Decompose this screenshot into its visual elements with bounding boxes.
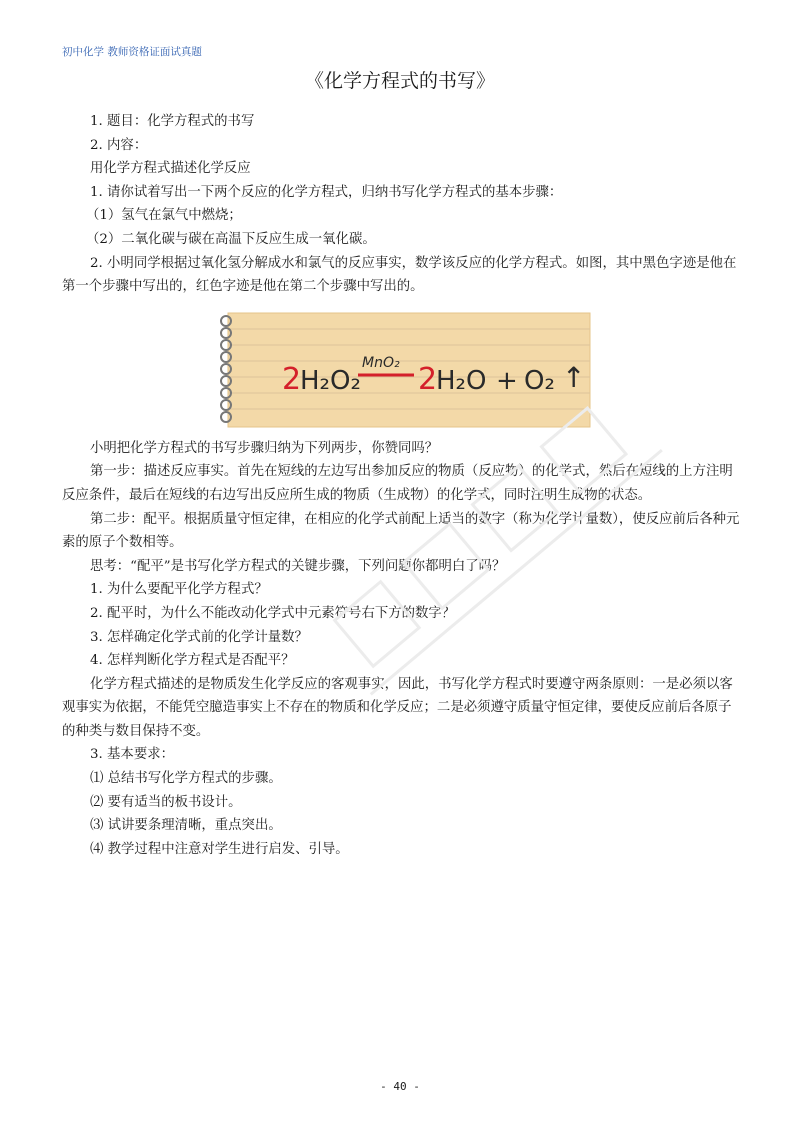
think-prompt: 思考：“配平”是书写化学方程式的关键步骤，下列问题你都明白了吗？ — [90, 558, 506, 574]
step-1: 第一步：描述反应事实。首先在短线的左边写出参加反应的物质（反应物）的化学式，然后在短线的上方注明反应条件，最后在短线的右边写出反应所生成的物质（生成物）的化学式，同时注明生成物的状态。 — [62, 464, 733, 503]
coefficient-2: 2 — [418, 361, 438, 397]
question-2: 2. 小明同学根据过氧化氢分解成水和氯气的反应事实，数学该反应的化学方程式。如图，其中黑色字迹是他在第一个步骤中写出的，红色字迹是他在第二个步骤中写出的。 — [62, 255, 737, 295]
notebook-image — [212, 305, 596, 433]
page-title: 《化学方程式的书写》 — [304, 70, 495, 92]
equation-figure — [212, 305, 596, 433]
item-content: 2. 内容： — [90, 137, 148, 153]
question-1: 1. 请你试着写出一下两个反应的化学方程式，归纳书写化学方程式的基本步骤： — [90, 184, 563, 200]
think-question-4: 4. 怎样判断化学方程式是否配平？ — [90, 653, 295, 669]
page-number: - 40 - — [380, 1080, 420, 1093]
item-topic: 1. 题目：化学方程式的书写 — [90, 114, 255, 129]
catalyst-label: MnO₂ — [362, 354, 400, 371]
step-2: 第二步：配平。根据质量守恒定律，在相应的化学式前配上适当的数字（称为化学计量数），使反应前后各种元素的原子个数相等。 — [62, 511, 740, 551]
section-heading: 用化学方程式描述化学反应 — [90, 161, 251, 177]
coefficient-1: 2 — [282, 361, 302, 397]
page-header: 初中化学 教师资格证面试真题 — [62, 46, 202, 58]
think-question-1: 1. 为什么要配平化学方程式？ — [90, 582, 268, 598]
plus-sign: + — [496, 365, 518, 396]
reactant-formula: H₂O₂ — [300, 365, 361, 396]
product-oxygen: O₂ — [524, 365, 555, 396]
document-body — [62, 110, 742, 861]
principle-paragraph: 化学方程式描述的是物质发生化学反应的客观事实，因此，书写化学方程式时要遵守两条原则：一是必须以客观事实为依据，不能凭空臆造事实上不存在的物质和化学反应；二是必须遵守质量守恒定律，要使反应前后各原子的种类与数目保持不变。 — [62, 676, 733, 739]
question-prompt: 小明把化学方程式的书写步骤归纳为下列两步，你赞同吗？ — [90, 440, 439, 456]
requirement-1: ⑴ 总结书写化学方程式的步骤。 — [90, 771, 282, 787]
think-question-2: 2. 配平时，为什么不能改动化学式中元素符号右下方的数字？ — [90, 605, 456, 621]
product-water: H₂O — [436, 365, 487, 396]
requirement-4: ⑷ 教学过程中注意对学生进行启发、引导。 — [90, 841, 349, 857]
requirement-2: ⑵ 要有适当的板书设计。 — [90, 794, 242, 810]
gas-arrow-icon: ↑ — [562, 360, 586, 394]
question-1-part-2: （2）二氧化碳与碳在高温下反应生成一氧化碳。 — [86, 231, 376, 247]
requirements-heading: 3. 基本要求： — [90, 747, 174, 763]
question-1-part-1: （1）氢气在氯气中燃烧； — [86, 208, 242, 224]
requirement-3: ⑶ 试讲要条理清晰，重点突出。 — [90, 818, 282, 834]
think-question-3: 3. 怎样确定化学式前的化学计量数？ — [90, 629, 308, 645]
